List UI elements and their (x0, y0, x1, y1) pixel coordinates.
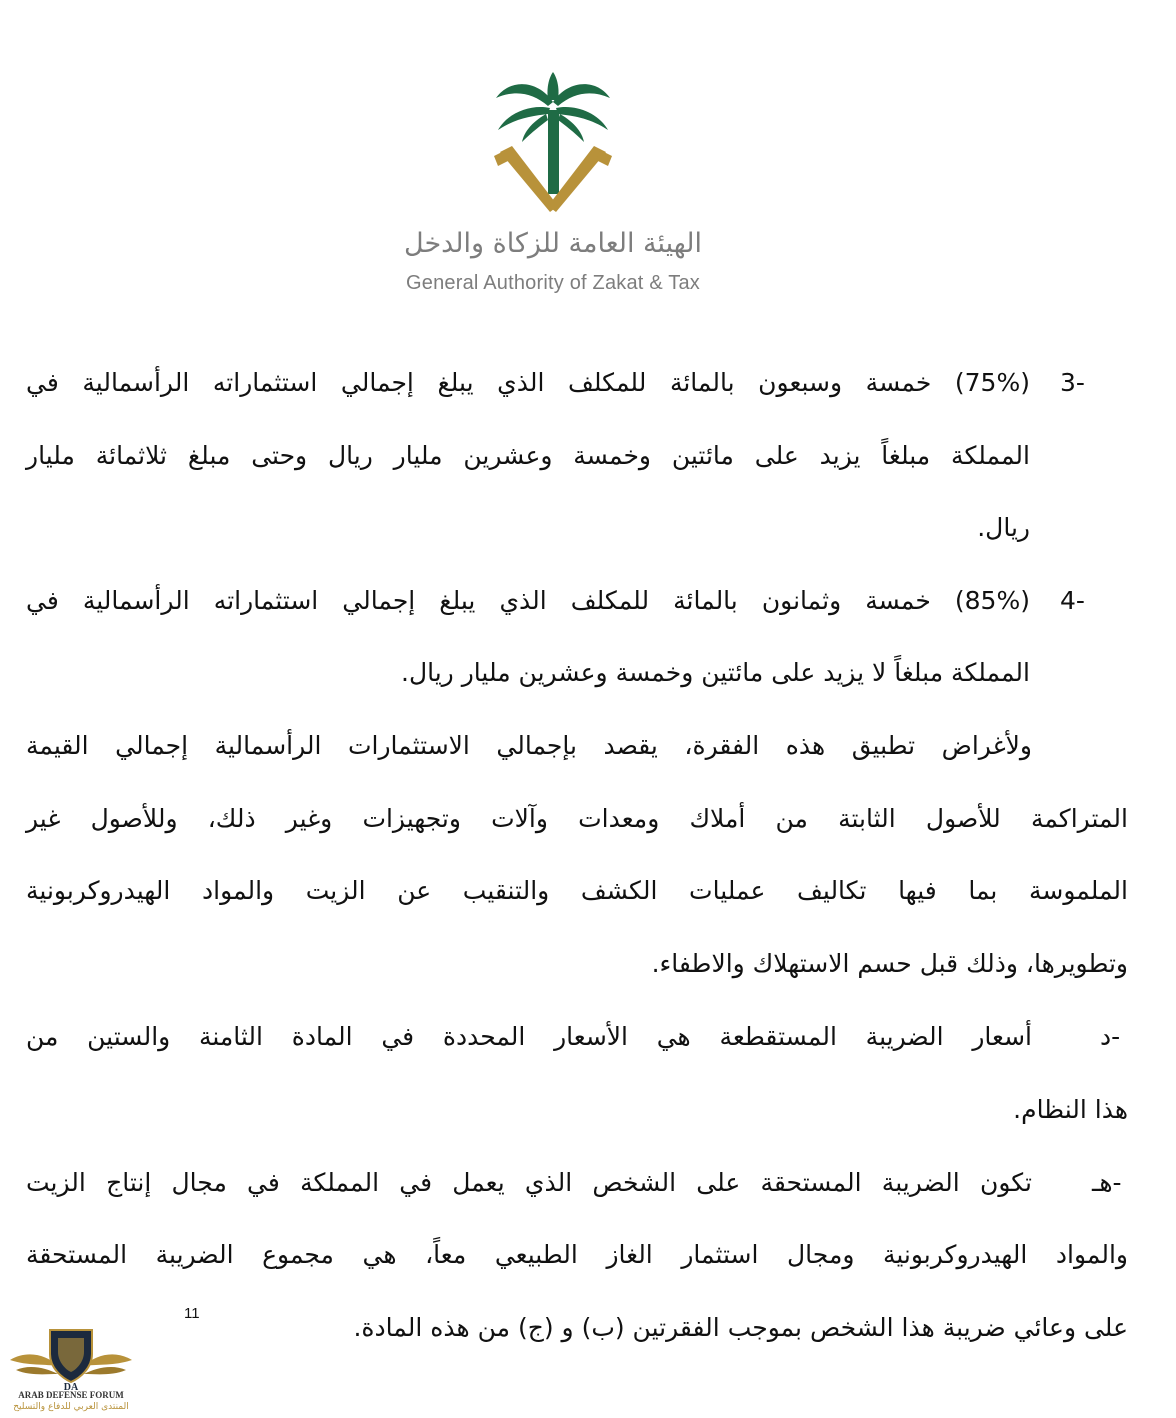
palm-trunk (548, 110, 559, 194)
item-marker-4: 4- (1060, 586, 1085, 615)
clause-ha-line-2: والمواد الهيدروكربونية ومجال استثمار الغاز الطبيعي معاً، هي مجموع الضريبة المستحقة (26, 1240, 1128, 1269)
clause-ha-line-3: على وعائي ضريبة هذا الشخص بموجب الفقرتين (ب) و (ج) من هذه المادة. (353, 1313, 1128, 1342)
definition-line-2: المتراكمة للأصول الثابتة من أملاك ومعدات وآلات وتجهيزات وغير ذلك، وللأصول غير (26, 804, 1128, 833)
eagle-shield-logo-icon (6, 1320, 136, 1392)
definition-line-1: ولأغراض تطبيق هذه الفقرة، يقصد بإجمالي الاستثمارات الرأسمالية إجمالي القيمة (26, 731, 1032, 760)
clause-dal-line-1: أسعار الضريبة المستقطعة هي الأسعار المحددة في المادة الثامنة والستين من (26, 1022, 1032, 1051)
item-3-line-2: المملكة مبلغاً يزيد على مائتين وخمسة وعشرين مليار ريال وحتى مبلغ ثلاثمائة مليار (26, 441, 1030, 470)
watermark-name-arabic: المنتدى العربي للدفاع والتسليح (13, 1402, 129, 1412)
definition-line-4: وتطويرها، وذلك قبل حسم الاستهلاك والاطفاء. (651, 949, 1128, 978)
org-name-english: General Authority of Zakat & Tax (406, 272, 700, 294)
watermark-logo-letters: DA (63, 1382, 79, 1392)
item-3-line-1: (75%) خمسة وسبعون بالمائة للمكلف الذي يبلغ إجمالي استثماراته الرأسمالية في (26, 368, 1030, 397)
clause-ha-line-1: تكون الضريبة المستحقة على الشخص الذي يعمل في المملكة في مجال إنتاج الزيت (26, 1168, 1032, 1197)
palm-swords-logo-icon (488, 70, 618, 220)
item-4-line-2: المملكة مبلغاً لا يزيد على مائتين وخمسة وعشرين مليار ريال. (401, 658, 1030, 687)
item-4-line-1: (85%) خمسة وثمانون بالمائة للمكلف الذي يبلغ إجمالي استثماراته الرأسمالية في (26, 586, 1030, 615)
item-3-line-3: ريال. (977, 513, 1030, 542)
org-name-arabic: الهيئة العامة للزكاة والدخل (404, 228, 702, 259)
definition-line-3: الملموسة بما فيها تكاليف عمليات الكشف والتنقيب عن الزيت والمواد الهيدروكربونية (26, 876, 1128, 905)
watermark-arab-defense-forum (6, 1320, 136, 1416)
clause-marker-dal: د- (1100, 1022, 1121, 1051)
item-marker-3: 3- (1060, 368, 1085, 397)
header-logo-block (380, 60, 800, 310)
footnote-marker: 11 (184, 1305, 200, 1322)
watermark-name-english: ARAB DEFENSE FORUM (18, 1390, 124, 1400)
clause-marker-ha: هـ- (1092, 1168, 1122, 1197)
clause-dal-line-2: هذا النظام. (1013, 1095, 1128, 1124)
